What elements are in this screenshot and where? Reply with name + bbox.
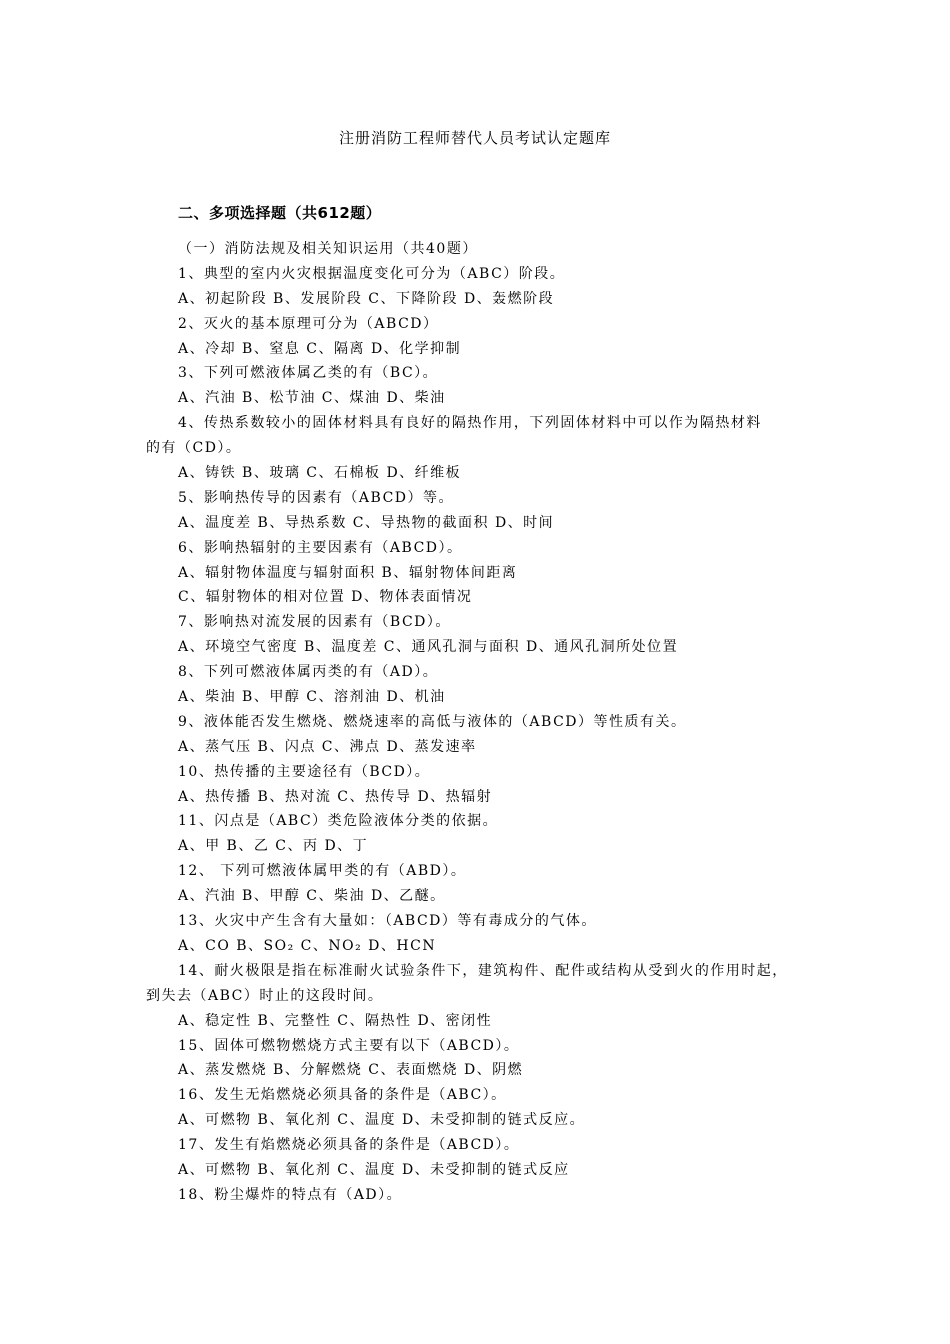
- text-line: 13、火灾中产生含有大量如：（ABCD）等有毒成分的气体。: [178, 913, 597, 930]
- question-list: [146, 237, 816, 1208]
- text-line: 18、粉尘爆炸的特点有（AD）。: [178, 1186, 403, 1203]
- text-line: 到失去（ABC）时止的这段时间。: [146, 987, 384, 1004]
- text-line: 8、下列可燃液体属丙类的有（AD）。: [178, 664, 439, 681]
- text-line: 14、耐火极限是指在标准耐火试验条件下，建筑构件、配件或结构从受到火的作用时起，: [178, 962, 788, 979]
- text-line: A、稳定性 B、完整性 C、隔热性 D、密闭性: [178, 1012, 493, 1029]
- text-line: A、辐射物体温度与辐射面积 B、辐射物体间距离: [178, 564, 518, 581]
- text-line: 15、固体可燃物燃烧方式主要有以下（ABCD）。: [178, 1037, 520, 1054]
- text-line: A、冷却 B、窒息 C、隔离 D、化学抑制: [178, 340, 462, 357]
- text-line: （一）消防法规及相关知识运用（共40题）: [178, 241, 478, 257]
- text-line: A、热传播 B、热对流 C、热传导 D、热辐射: [178, 788, 493, 805]
- text-line: 17、发生有焰燃烧必须具备的条件是（ABCD）。: [178, 1137, 520, 1154]
- text-line: 1、典型的室内火灾根据温度变化可分为（ABC）阶段。: [178, 265, 566, 282]
- text-line: 16、发生无焰燃烧必须具备的条件是（ABC）。: [178, 1087, 507, 1104]
- text-line: A、汽油 B、甲醇 C、柴油 D、乙醚。: [178, 888, 446, 905]
- text-line: 7、影响热对流发展的因素有（BCD）。: [178, 614, 451, 631]
- text-line: 9、液体能否发生燃烧、燃烧速率的高低与液体的（ABCD）等性质有关。: [178, 713, 687, 730]
- text-line: 3、下列可燃液体属乙类的有（BC）。: [178, 365, 439, 382]
- text-line: 4、传热系数较小的固体材料具有良好的隔热作用，下列固体材料中可以作为隔热材料: [178, 415, 762, 432]
- text-line: 5、影响热传导的因素有（ABCD）等。: [178, 489, 455, 506]
- text-line: A、温度差 B、导热系数 C、导热物的截面积 D、时间: [178, 514, 555, 531]
- text-line: 6、影响热辐射的主要因素有（ABCD）。: [178, 539, 463, 556]
- text-line: A、可燃物 B、氧化剂 C、温度 D、未受抑制的链式反应。: [178, 1112, 586, 1129]
- text-line: A、CO B、SO₂ C、NO₂ D、HCN: [178, 937, 437, 954]
- document-title: 注册消防工程师替代人员考试认定题库: [338, 129, 611, 147]
- section-heading: 二、多项选择题（共612题）: [178, 204, 382, 222]
- text-line: A、汽油 B、松节油 C、煤油 D、柴油: [178, 390, 446, 407]
- text-line: 2、灭火的基本原理可分为（ABCD）: [178, 315, 439, 332]
- text-line: 的有（CD）。: [146, 440, 242, 457]
- text-line: A、柴油 B、甲醇 C、溶剂油 D、机油: [178, 689, 446, 706]
- text-line: A、蒸气压 B、闪点 C、沸点 D、蒸发速率: [178, 738, 477, 755]
- text-line: 12、 下列可燃液体属甲类的有（ABD）。: [178, 863, 467, 880]
- text-line: 11、闪点是（ABC）类危险液体分类的依据。: [178, 813, 499, 830]
- text-line: A、可燃物 B、氧化剂 C、温度 D、未受抑制的链式反应: [178, 1161, 570, 1178]
- text-line: A、甲 B、乙 C、丙 D、丁: [178, 838, 369, 855]
- text-line: A、铸铁 B、玻璃 C、石棉板 D、纤维板: [178, 465, 462, 482]
- text-line: A、蒸发燃烧 B、分解燃烧 C、表面燃烧 D、阴燃: [178, 1062, 524, 1079]
- text-line: A、初起阶段 B、发展阶段 C、下降阶段 D、轰燃阶段: [178, 290, 555, 307]
- text-line: C、辐射物体的相对位置 D、物体表面情况: [178, 589, 473, 606]
- text-line: 10、热传播的主要途径有（BCD）。: [178, 763, 431, 780]
- text-line: A、环境空气密度 B、温度差 C、通风孔洞与面积 D、通风孔洞所处位置: [178, 639, 679, 656]
